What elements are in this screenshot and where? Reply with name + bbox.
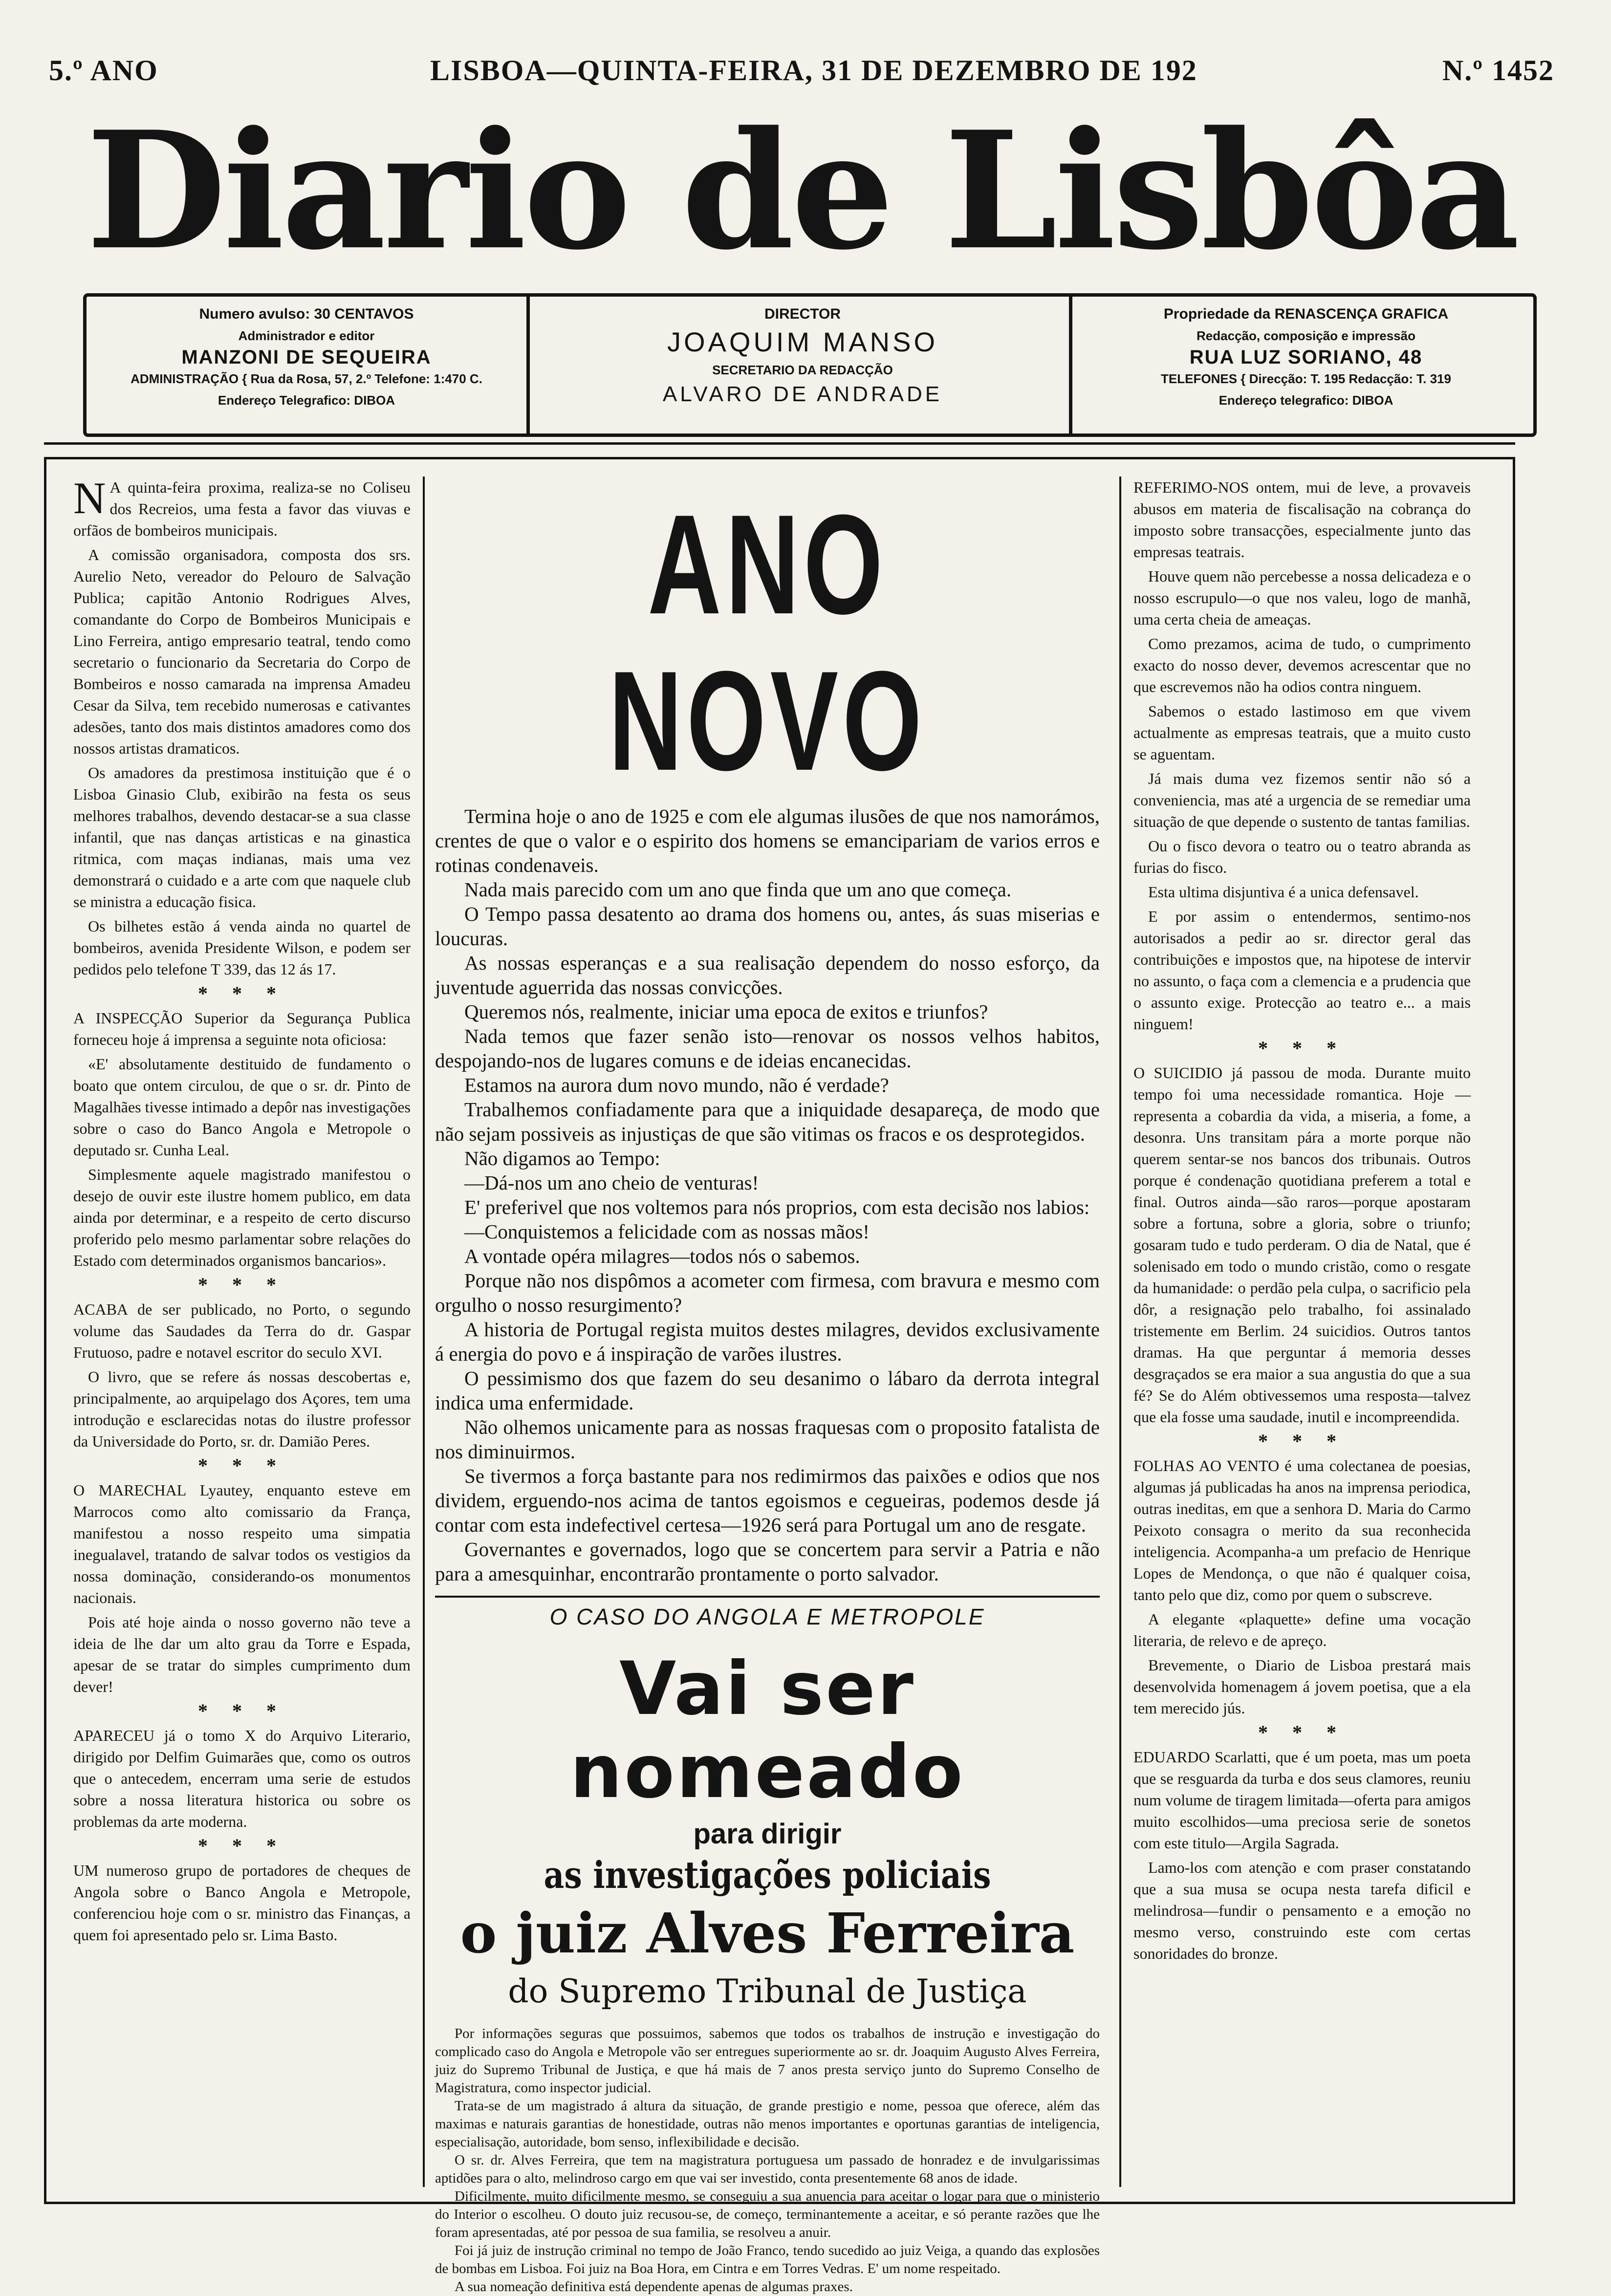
story-paragraph: A sua nomeação definitiva está dependente apenas de algumas praxes. [455, 2279, 853, 2295]
separator: * * * [198, 982, 286, 1004]
right-item-9: O SUICIDIO já passou de moda. Durante muito tempo foi uma necessidade romantica. Hoje — representa a cobardia da vida, a miseria, a fome, a desonra. Uns transitam pára a morte porque não querem sentar-se nos bancos dos tribunais. Outros porque é condenação quotidiana preferem a total e final. Outros ainda—são raros—porque apostaram sobre a fortuna, sobre a gloria, sobre o triunfo; gosaram tudo e tudo perderam. O dia de Natal, que é solenisado em todo o mundo cristão, como o resgate da humanidade: o perdão pela culpa, o sacrificio pela dôr, a resignação pelo trabalho, foi assinalado tristemente em Berlim. 24 suicidios. Outros tantos dramas. Ha que perguntar á memoria desses desgraçados se era maior a sua angustia do que a sua fé? Se do Além obtivessemos uma resposta—talvez que ela fosse uma saudade, inutil e incompreendida. [1133, 1064, 1471, 1426]
left-item-6: «E' absolutamente destituido de fundamento o boato que ontem circulou, de que o sr. dr. Pinto de Magalhães tivesse intimado a depôr nas investigações sobre o caso do Banco Angola e Metropole o deputado sr. Cunha Leal. [73, 1055, 411, 1159]
separator: * * * [1258, 1721, 1346, 1743]
left-item-12: O MARECHAL Lyautey, enquanto esteve em Marrocos como alto comissario da França, manifestou a nosso respeito uma simpatia inegualavel, tratando de salvar todos os vestigios da nossa dominação, considerando-os monumentos nacionais. [73, 1481, 411, 1606]
separator: * * * [1258, 1430, 1346, 1452]
right-item-16: Lamo-los com atenção e com praser constatando que a sua musa se ocupa nesta tarefa dificil e melindrosa—fundir o pensamento e a emoção no mesmo verso, construindo este com certas sonoridades do bronze. [1133, 1859, 1471, 1962]
editorial-paragraph: A historia de Portugal regista muitos destes milagres, devidos exclusivamente á energia do povo e á inspiração de varões ilustres. [435, 1318, 1100, 1365]
left-item-3: Os bilhetes estão á venda ainda no quartel de bombeiros, avenida Presidente Wilson, e podem ser pedidos pelo telefone T 339, das 12 ás 17. [73, 917, 411, 978]
story-deck-4: do Supremo Tribunal de Justiça [508, 1972, 1027, 2010]
editorial-paragraph: Não olhemos unicamente para as nossas fraquesas com o proposito fatalista de nos diminuirmos. [435, 1416, 1100, 1463]
left-item-2: Os amadores da prestimosa instituição que é o Lisboa Ginasio Club, exibirão na festa os seus melhores trabalhos, devendo destacar-se a sua classe infantil, que nas danças artisticas e na ginastica ritmica, com maças indianas, mais uma vez demonstrará o cuidado e a arte com que naquele club se ministra a educação fisica. [73, 764, 411, 910]
editorial-paragraph: Termina hoje o ano de 1925 e com ele algumas ilusões de que nos namorámos, crentes de que o valor e o espirito dos homens se emancipariam de varios erros e rotinas condenaveis. [435, 805, 1100, 876]
right-item-7: E por assim o entendermos, sentimo-nos autorisados a pedir ao sr. director geral das contribuições e impostos que, na hipotese de intervir no assunto, o faça com a clemencia e a prudencia que o assunto exige. Protecção ao teatro e... a mais ninguem! [1133, 908, 1471, 1033]
separator: * * * [198, 1274, 286, 1296]
main-headline: ANO NOVO [609, 485, 926, 800]
editorial [435, 804, 1100, 1586]
masthead-title: Diario de Lisbôa [86, 96, 1517, 285]
property-line: Propriedade da RENASCENÇA GRAFICA [1163, 306, 1449, 322]
dateline: LISBOA—QUINTA-FEIRA, 31 DE DEZEMBRO DE 192 [430, 54, 1197, 87]
right-item-3: Sabemos o estado lastimoso em que vivem actualmente as empresas teatrais, que a muito custo se aguentam. [1133, 702, 1471, 763]
director-label: DIRECTOR [764, 306, 841, 322]
separator: * * * [198, 1835, 286, 1857]
left-column [73, 473, 425, 2187]
story-deck-3: o juiz Alves Ferreira [460, 1902, 1075, 1966]
info-box-director [536, 297, 1072, 433]
info-box-administration [87, 297, 530, 433]
story-paragraph: O sr. dr. Alves Ferreira, que tem na magistratura portuguesa um passado de honradez e de invulgarissimas aptidões para o alto, melindroso cargo em que vai ser investido, conta presentemente 68 anos de idade. [435, 2152, 1100, 2186]
dropcap: N [73, 473, 106, 523]
right-item-0: REFERIMO-NOS ontem, mui de leve, a provaveis abusos em materia de fiscalisação na cobrança do imposto sobre transacções, especialmente junto das empresas teatrais. [1133, 478, 1471, 561]
story-headline: Vai ser nomeado [570, 1646, 965, 1815]
right-item-12: A elegante «plaquette» define uma vocação literaria, de relevo e de apreço. [1133, 1610, 1471, 1649]
left-item-10: O livro, que se refere ás nossas descobertas e, principalmente, ao arquipelago dos Açores, tem uma introdução e esclarecidas notas do ilustre professor da Universidade do Porto, sr. dr. Damião Peres. [73, 1368, 411, 1450]
left-item-5: A INSPECÇÃO Superior da Segurança Publica forneceu hoje á imprensa a seguinte nota oficiosa: [73, 1009, 411, 1048]
right-item-4: Já mais duma vez fizemos sentir não só a conveniencia, mas até a urgencia de se remediar uma situação de que depende o sustento de tantas familias. [1133, 770, 1471, 830]
right-item-2: Como prezamos, acima de tudo, o cumprimento exacto do nosso dever, devemos acrescentar que no que escrevemos não ha odios contra ninguem. [1133, 635, 1471, 695]
telegraph-line: Endereço telegrafico: DIBOA [1219, 393, 1393, 408]
editorial-paragraph: O pessimismo dos que fazem do seu desanimo o lábaro da derrota integral indica uma enfermidade. [435, 1367, 1100, 1414]
left-item-13: Pois até hoje ainda o nosso governo não teve a ideia de lhe dar um alto grau da Torre e Espada, apesar de se tratar do simples cumprimento dum dever! [73, 1613, 411, 1695]
center-column [435, 477, 1100, 2296]
separator: * * * [198, 1454, 286, 1476]
separator: * * * [1258, 1037, 1346, 1059]
editorial-paragraph: Estamos na aurora dum novo mundo, não é verdade? [464, 1074, 889, 1096]
editorial-paragraph: Porque não nos dispômos a acometer com firmesa, com bravura e mesmo com orgulho o nosso resurgimento? [435, 1269, 1100, 1316]
story-paragraph: Trata-se de um magistrado á altura da situação, de grande prestigio e nome, pessoa que oferece, além das maximas e naturais garantias de honestidade, outras não menos importantes e oportunas garantias de inteligencia, especialisação, autoridade, bom senso, inflexibilidade e decisão. [435, 2098, 1100, 2150]
secretary-name: ALVARO DE ANDRADE [662, 382, 943, 406]
story-deck-2: as investigações policiais [544, 1853, 991, 1897]
story-paragraph: Foi já juiz de instrução criminal no tempo de João Franco, tendo sucedido ao juiz Veiga, a quando das explosões de bombas em Lisboa. Foi juiz na Boa Hora, em Cintra e em Torres Vedras. E' um nome respeitado. [435, 2243, 1100, 2276]
editorial-paragraph: Nada mais parecido com um ano que finda que um ano que começa. [464, 878, 1012, 901]
info-box-property [1079, 297, 1533, 433]
left-item-1: A comissão organisadora, composta dos srs. Aurelio Neto, vereador do Pelouro de Salvação Publica; capitão Antonio Rodrigues Alves, comandante do Corpo de Bombeiros Municipais e Lino Ferreira, antigo empresario teatral, tendo como secretario o funcionario da Secretaria do Corpo de Bombeiros e nosso camarada na imprensa Amadeu Cesar da Silva, tem recebido numerosas e cativantes adesões, tanto dos mais distintos amadores como dos nossos artistas dramaticos. [73, 546, 411, 757]
right-item-5: Ou o fisco devora o teatro ou o teatro abranda as furias do fisco. [1133, 837, 1471, 876]
price-line: Numero avulso: 30 CENTAVOS [199, 306, 414, 322]
top-line [49, 54, 1554, 98]
admin-telegraph: Endereço Telegrafico: DIBOA [218, 393, 395, 408]
editorial-paragraph: Governantes e governados, logo que se concertem para servir a Patria e não para a amesquinhar, encontrarão prontamente o porto salvador. [435, 1538, 1100, 1585]
story-deck-1: para dirigir [693, 1818, 842, 1850]
director-name: JOAQUIM MANSO [667, 326, 938, 357]
editorial-paragraph: A vontade opéra milagres—todos nós o sabemos. [464, 1245, 860, 1267]
info-bar [83, 293, 1537, 437]
left-item-7: Simplesmente aquele magistrado manifestou o desejo de ouvir este ilustre homem publico, em data ainda por determinar, e a respeito de certo discurso proferido pelo mesmo parlamentar sobre relações do Estado com determinados organismos bancarios». [73, 1166, 411, 1269]
secretary-label: SECRETARIO DA REDACÇÃO [712, 363, 893, 377]
editorial-paragraph: O Tempo passa desatento ao drama dos homens ou, antes, ás suas miserias e loucuras. [435, 903, 1100, 950]
issue-number: N.º 1452 [1442, 54, 1554, 87]
story-body [435, 2025, 1100, 2296]
editorial-paragraph: Nada temos que fazer senão isto—renovar os nossos velhos habitos, despojando-nos de lugares comuns e de ideias encanecidas. [435, 1025, 1100, 1072]
right-item-15: EDUARDO Scarlatti, que é um poeta, mas um poeta que se resguarda da turba e dos seus clamores, reuniu num volume de tiragem limitada—oferta para amigos muito escolhidos—uma preciosa serie de sonetos com este titulo—Argila Sagrada. [1133, 1748, 1471, 1852]
masthead-rule [44, 442, 1515, 445]
editorial-paragraph: Se tivermos a força bastante para nos redimirmos das paixões e odios que nos dividem, erguendo-nos acima de tantos egoismos e cegueiras, podemos desde já contar com esta indefectivel certesa—1926 será para Portugal um ano de resgate. [435, 1465, 1100, 1536]
left-item-0: N A quinta-feira proxima, realiza-se no Coliseu dos Recreios, uma festa a favor das viuvas e orfãos de bombeiros municipais. [73, 473, 411, 539]
redaction-label: Redacção, composição e impressão [1197, 328, 1415, 343]
right-item-6: Esta ultima disjuntiva é a unica defensavel. [1148, 883, 1419, 901]
right-column [1119, 477, 1471, 2187]
phones-line: TELEFONES { Direcção: T. 195 Redacção: T. 319 [1161, 371, 1451, 386]
redaction-address: RUA LUZ SORIANO, 48 [1189, 347, 1423, 368]
editorial-paragraph: E' preferivel que nos voltemos para nós proprios, com esta decisão nos labios: [464, 1196, 1090, 1218]
year-label: 5.º ANO [49, 54, 158, 87]
editorial-paragraph: —Conquistemos a felicidade com as nossas mãos! [464, 1220, 870, 1243]
left-item-15: APARECEU já o tomo X do Arquivo Literario, dirigido por Delfim Guimarães que, como os outros que o antecedem, encerram uma serie de estudos sobre a nossa literatura historica ou sobre os problemas da arte moderna. [73, 1727, 411, 1830]
story-paragraph: Por informações seguras que possuimos, sabemos que todos os trabalhos de instrução e investigação do complicado caso do Angola e Metropole vão ser entregues superiormente ao sr. dr. Joaquim Augusto Alves Ferreira, juiz do Supremo Tribunal de Justiça, e que há mais de 7 anos presta serviço junto do Supremo Conselho de Magistratura, como inspector judicial. [435, 2026, 1100, 2096]
right-item-1: Houve quem não percebesse a nossa delicadeza e o nosso escrupulo—o que nos valeu, logo de manhã, uma certa cheia de ameaças. [1133, 567, 1471, 628]
admin-address: ADMINISTRAÇÃO { Rua da Rosa, 57, 2.º Telefone: 1:470 C. [131, 371, 482, 386]
left-item-17: UM numeroso grupo de portadores de cheques de Angola sobre o Banco Angola e Metropole, conferenciou hoje com o sr. ministro das Finanças, a quem foi apresentado pelo sr. Lima Basto. [73, 1862, 411, 1944]
editorial-paragraph: Trabalhemos confiadamente para que a iniquidade desapareça, de modo que não sejam possiveis as injustiças de que são vitimas os fracos e os desprotegidos. [435, 1098, 1100, 1145]
right-item-11: FOLHAS AO VENTO é uma colectanea de poesias, algumas já publicadas ha anos na imprensa periodica, outras ineditas, em que a senhora D. Maria do Carmo Peixoto consagra o merito da sua reconhecida inteligencia. Acompanha-a um prefacio de Henrique Lopes de Mendonça, o que não é qualquer coisa, tanto pelo que diz, como por quem o subscreve. [1133, 1457, 1471, 1603]
editorial-paragraph: Não digamos ao Tempo: [464, 1147, 660, 1170]
editorial-paragraph: As nossas esperanças e a sua realisação dependem do nosso esforço, da juventude aguerrida das nossas convicções. [435, 952, 1100, 998]
editorial-paragraph: —Dá-nos um ano cheio de venturas! [464, 1171, 759, 1194]
story-kicker: O CASO DO ANGOLA E METROPOLE [435, 1596, 1100, 1630]
editorial-paragraph: Queremos nós, realmente, iniciar uma epoca de exitos e triunfos? [464, 1000, 988, 1023]
story-paragraph: Dificilmente, muito dificilmente mesmo, se conseguiu a sua anuencia para aceitar o logar para que o ministerio do Interior o escolheu. O douto juiz recusou-se, de começo, terminantemente a aceitar, e só perante razões que lhe foram apresentadas, até por pessoa de sua familia, se resolveu a anuir. [435, 2188, 1100, 2240]
admin-name: MANZONI DE SEQUEIRA [181, 347, 432, 368]
admin-label: Administrador e editor [238, 328, 375, 343]
left-item-9: ACABA de ser publicado, no Porto, o segundo volume das Saudades da Terra do dr. Gaspar Frutuoso, padre e notavel escritor do seculo XVI. [73, 1300, 411, 1361]
right-item-13: Brevemente, o Diario de Lisboa prestará mais desenvolvida homenagem á jovem poetisa, que a ela tem merecido jús. [1133, 1656, 1471, 1717]
separator: * * * [198, 1700, 286, 1722]
